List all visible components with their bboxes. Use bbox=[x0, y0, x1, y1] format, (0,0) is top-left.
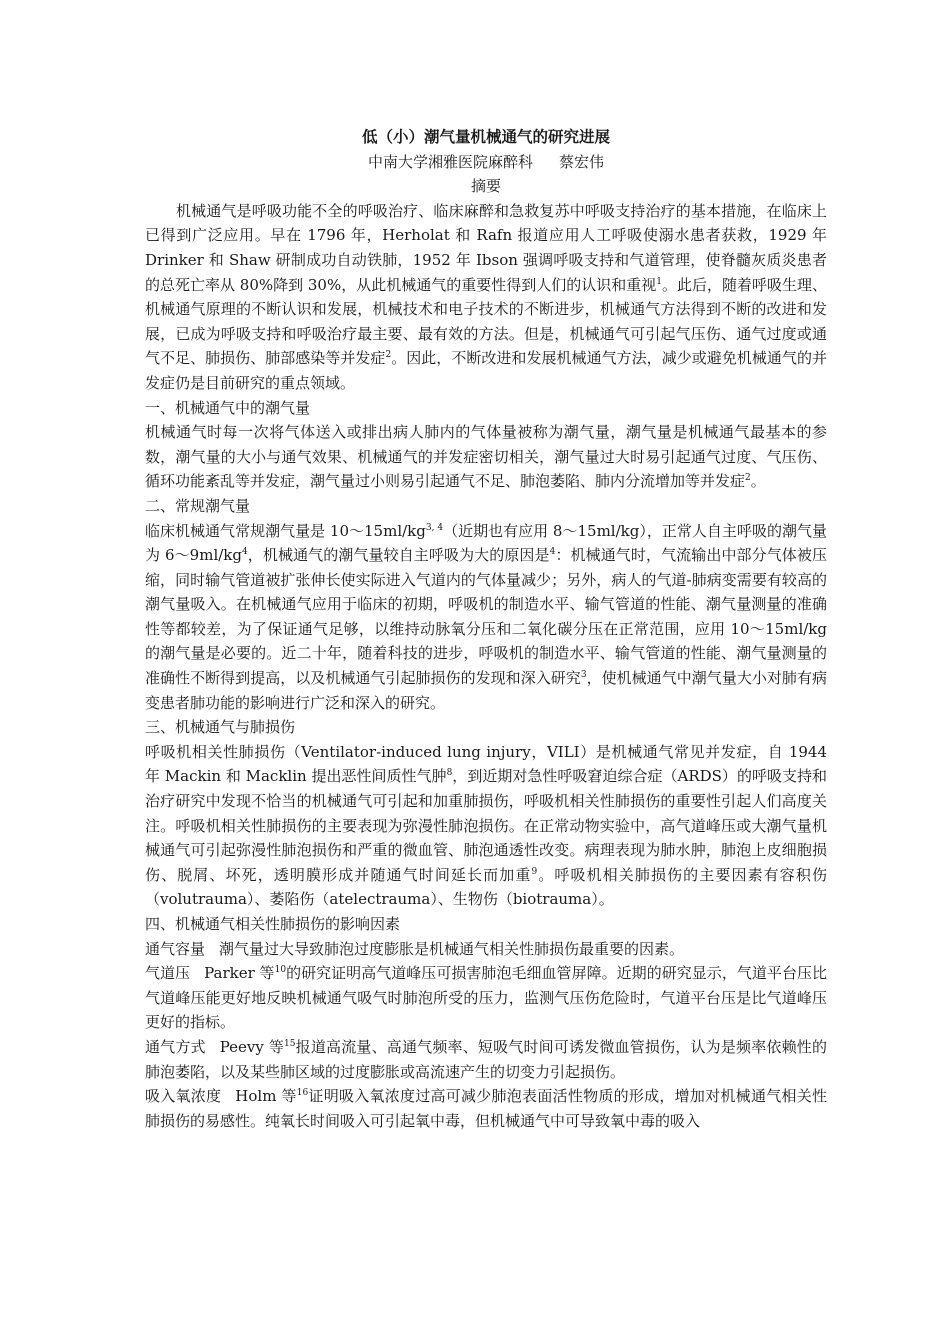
author-line bbox=[145, 150, 827, 175]
citation: 16 bbox=[296, 1088, 309, 1099]
document-title: 低（小）潮气量机械通气的研究进展 bbox=[361, 127, 610, 146]
citation: 2 bbox=[745, 473, 751, 484]
abstract-paragraph bbox=[145, 199, 827, 396]
text-run: Parker 等 bbox=[204, 964, 275, 983]
section-heading-4: 四、机械通气相关性肺损伤的影响因素 bbox=[145, 915, 401, 933]
citation: 3 bbox=[580, 670, 587, 681]
text-run: ：机械通气时，气流输出中部分气体被压缩，同时输气管道被扩张伸长使实际进入气道内的气体量减少；另外，病人的气道-肺病变需要有较高的潮气量吸入。在机械通气应用于临床的初期，呼吸机的制造水平、输气管道的性能、潮气量测量的准确性等都较差，为了保证通气足够，以维持动脉氧分压和二氧化碳分压在正常范围，应用 10～15ml/kg 的潮气量是必要的。近二十年，随着科技的进步，呼吸机的制造水平、输气管道的性能、潮气量测量的准确性不断得到提高，以及机械通气引起肺损伤的发现和深入研究 bbox=[145, 546, 827, 688]
factor-ventilation-volume bbox=[145, 937, 827, 962]
text-run: 临床机械通气常规潮气量是 10～15ml/kg bbox=[145, 521, 426, 540]
factor-label: 通气容量 bbox=[145, 939, 206, 958]
text-run: 。呼吸机相关肺损伤的主要因素有容积伤（volutrauma）、萎陷伤（atelectrauma）、生物伤（biotrauma）。 bbox=[145, 865, 827, 909]
text-run: ，机械通气的潮气量较自主呼吸为大的原因是 bbox=[247, 546, 550, 565]
text-run: 。因此，不断改进和发展机械通气方法，减少或避免机械通气的并发症仍是目前研究的重点领域。 bbox=[145, 349, 827, 392]
factor-label: 气道压 bbox=[145, 964, 191, 983]
factor-ventilation-mode bbox=[145, 1035, 827, 1084]
citation: 1 bbox=[656, 276, 662, 287]
citation: 4 bbox=[549, 547, 556, 558]
text-run: 呼吸机相关性肺损伤（Ventilator-induced lung injury，VILI）是机械通气常见并发症，自 1944 年 Mackin 和 Macklin 提出恶性间质性气肿 bbox=[145, 742, 827, 786]
document-page bbox=[145, 118, 827, 1133]
factor-label: 吸入氧浓度 bbox=[145, 1087, 222, 1106]
text-run: 。 bbox=[750, 472, 766, 491]
citation: 2 bbox=[385, 350, 392, 361]
text-run: （近期也有应用 8～15ml/kg），正常人自主呼吸的潮气量为 6～9ml/kg bbox=[145, 521, 827, 565]
text-run: 报道高流量、高通气频率、短吸气时间可诱发微血管损伤，认为是频率依赖性的肺泡萎陷，以及某些肺区域的过度膨胀或高流速产生的切变力引起损伤。 bbox=[145, 1037, 827, 1081]
text-run: ，到近期对急性呼吸窘迫综合症（ARDS）的呼吸支持和治疗研究中发现不恰当的机械通气可引起和加重肺损伤，呼吸机相关性肺损伤的重要性引起人们高度关注。呼吸机相关性肺损伤的主要表现为弥漫性肺泡损伤。在正常动物实验中，高气道峰压或大潮气量机械通气可引起弥漫性肺泡损伤和严重的微血管、肺泡通透性改变。病理表现为肺水肿，肺泡上皮细胞损伤、脱屑、坏死，透明膜形成并随通气时间延长而加重 bbox=[145, 767, 828, 884]
text-run: Peevy 等 bbox=[219, 1037, 285, 1056]
citation: 8 bbox=[446, 768, 453, 779]
section-heading-3: 三、机械通气与肺损伤 bbox=[145, 718, 296, 737]
section1-paragraph bbox=[145, 420, 827, 494]
citation: 4 bbox=[241, 547, 248, 558]
factor-oxygen-concentration bbox=[145, 1084, 827, 1133]
text-run: 。此后，随着呼吸生理、机械通气原理的不断认识和发展，机械技术和电子技术的不断进步，机械通气方法得到不断的改进和发展，已成为呼吸支持和呼吸治疗最主要、最有效的方法。但是，机械通气可引起气压伤、通气过度或通气不足、肺损伤、肺部感染等并发症 bbox=[145, 275, 827, 368]
text-run: 证明吸入氧浓度过高可减少肺泡表面活性物质的形成，增加对机械通气相关性肺损伤的易感性。纯氧长时间吸入可引起氧中毒，但机械通气中可导致氧中毒的吸入 bbox=[145, 1087, 827, 1130]
author-name: 蔡宏伟 bbox=[559, 152, 605, 171]
section3-paragraph bbox=[145, 740, 827, 912]
abstract-heading: 摘要 bbox=[470, 177, 501, 196]
section2-paragraph bbox=[145, 519, 827, 716]
text-run: 机械通气时每一次将气体送入或排出病人肺内的气体量被称为潮气量，潮气量是机械通气最基本的参数，潮气量的大小与通气效果、机械通气的并发症密切相关，潮气量过大时易引起通气过度、气压伤、循环功能紊乱等并发症，潮气量过小则易引起通气不足、肺泡萎陷、肺内分流增加等并发症 bbox=[145, 423, 827, 491]
section-heading-1: 一、机械通气中的潮气量 bbox=[145, 398, 311, 417]
text-run: 潮气量过大导致肺泡过度膨胀是机械通气相关性肺损伤最重要的因素。 bbox=[219, 939, 685, 958]
text-run: 的研究证明高气道峰压可损害肺泡毛细血管屏障。近期的研究显示，气道平台压比气道峰压能更好地反映机械通气吸气时肺泡所受的压力，监测气压伤危险时，气道平台压是比气道峰压更好的指标。 bbox=[145, 964, 827, 1032]
citation: 9 bbox=[531, 866, 538, 877]
text-run: ，使机械通气中潮气量大小对肺有病变患者肺功能的影响进行广泛和深入的研究。 bbox=[145, 669, 827, 712]
affiliation: 中南大学湘雅医院麻醉科 bbox=[367, 152, 533, 171]
section-heading-2: 二、常规潮气量 bbox=[145, 496, 251, 515]
text-run: Holm 等 bbox=[235, 1087, 297, 1106]
citation: 15 bbox=[284, 1038, 296, 1049]
citation: 3, 4 bbox=[425, 522, 444, 533]
citation: 10 bbox=[274, 965, 287, 976]
factor-label: 通气方式 bbox=[145, 1037, 206, 1056]
text-run: 机械通气是呼吸功能不全的呼吸治疗、临床麻醉和急救复苏中呼吸支持治疗的基本措施，在临床上已得到广泛应用。早在 1796 年，Herholat 和 Rafn 报道应用人工呼吸使溺水患者获救，1929 年 Drinker 和 Shaw 研制成功自动铁肺，1952 年 Ibson 强调呼吸支持和气道管理，使脊髓灰质炎患者的总死亡率从 80%降到 30%，从此机械通气的重要性得到人们的认识和重视 bbox=[145, 201, 827, 294]
factor-airway-pressure bbox=[145, 961, 827, 1035]
